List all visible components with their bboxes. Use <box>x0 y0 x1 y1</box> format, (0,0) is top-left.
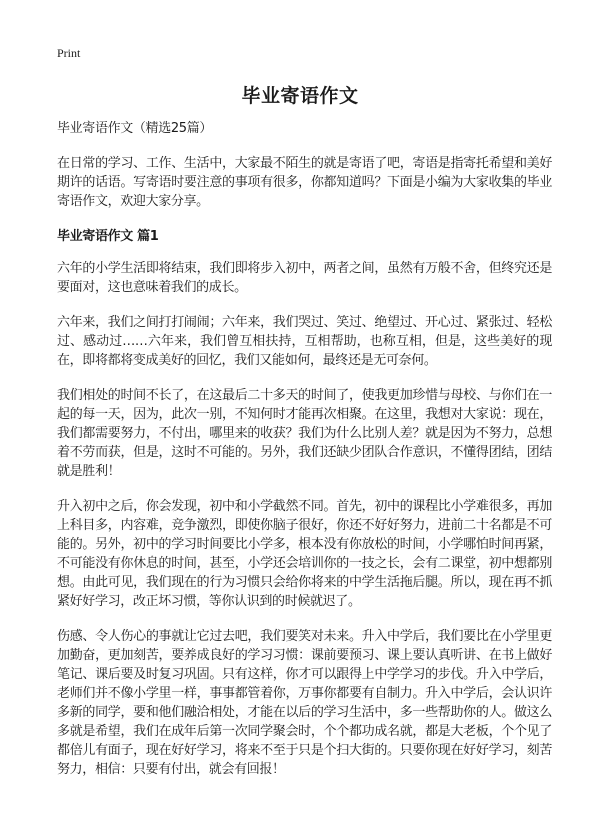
section-heading: 毕业寄语作文 篇1 <box>57 229 159 244</box>
paragraph-1: 六年的小学生活即将结束，我们即将步入初中，两者之间，虽然有万般不舍，但终究还是要面对，这也意味着我们的成长。 <box>57 261 552 295</box>
paragraph-4: 升入初中之后，你会发现，初中和小学截然不同。首先，初中的课程比小学难很多，再加上科目多，内容难，竞争激烈，即使你脑子很好，你还不好好努力，进前二十名都是不可能的。另外，初中的学习时间要比小学多，根本没有你放松的时间，小学哪怕时间再紧，不可能没有你休息的时间，甚至，小学还会培训你的一技之长，会有二课堂，初中想都别想。由此可见，我们现在的行为习惯只会给你将来的中学生活拖后腿。所以，现在再不抓紧好好学习，改正坏习惯，等你认识到的时候就迟了。 <box>57 499 552 609</box>
page-title: 毕业寄语作文 <box>241 85 359 107</box>
print-link[interactable]: Print <box>57 46 81 60</box>
paragraph-5: 伤感、令人伤心的事就让它过去吧，我们要笑对未来。升入中学后，我们要比在小学里更加勤奋，更加刻苦，要养成良好的学习习惯：课前要预习、课上要认真听讲、在书上做好笔记、课后要及时复习巩固。只有这样，你才可以跟得上中学学习的步伐。升入中学后，老师们并不像小学里一样，事事都管着你，万事你都要有自制力。升入中学后，会认识许多新的同学，要和他们融洽相处，才能在以后的学习生活中，多一些帮助你的人。做这么多就是希望，我们在成年后第一次同学聚会时，个个都功成名就，都是大老板，个个见了都倍儿有面子，现在好好学习，将来不至于只是个扫大街的。只要你现在好好学习，刻苦努力，相信：只要有付出，就会有回报！ <box>57 629 552 777</box>
paragraph-2: 六年来，我们之间打打闹闹；六年来，我们哭过、笑过、绝望过、开心过、紧张过、轻松过、感动过……六年来，我们曾互相扶持，互相帮助，也称互相，但是，这些美好的现在，即将都将变成美好的回忆，我们又能如何，最终还是无可奈何。 <box>57 315 552 368</box>
article-body <box>57 119 552 795</box>
intro-paragraph: 在日常的学习、工作、生活中，大家最不陌生的就是寄语了吧，寄语是指寄托希望和美好期许的话语。写寄语时要注意的事项有很多，你都知道吗？下面是小编为大家收集的毕业寄语作文，欢迎大家分享。 <box>57 156 552 209</box>
article-subtitle: 毕业寄语作文（精选25篇） <box>57 121 212 136</box>
paragraph-3: 我们相处的时间不长了，在这最后二十多天的时间了，使我更加珍惜与母校、与你们在一起的每一天，因为，此次一别，不知何时才能再次相聚。在这里，我想对大家说：现在，我们都需要努力，不付出，哪里来的收获？我们为什么比别人差？就是因为不努力，总想着不劳而获，但是，这时不可能的。另外，我们还缺少团队合作意识，不懂得团结，团结就是胜利！ <box>57 388 552 479</box>
